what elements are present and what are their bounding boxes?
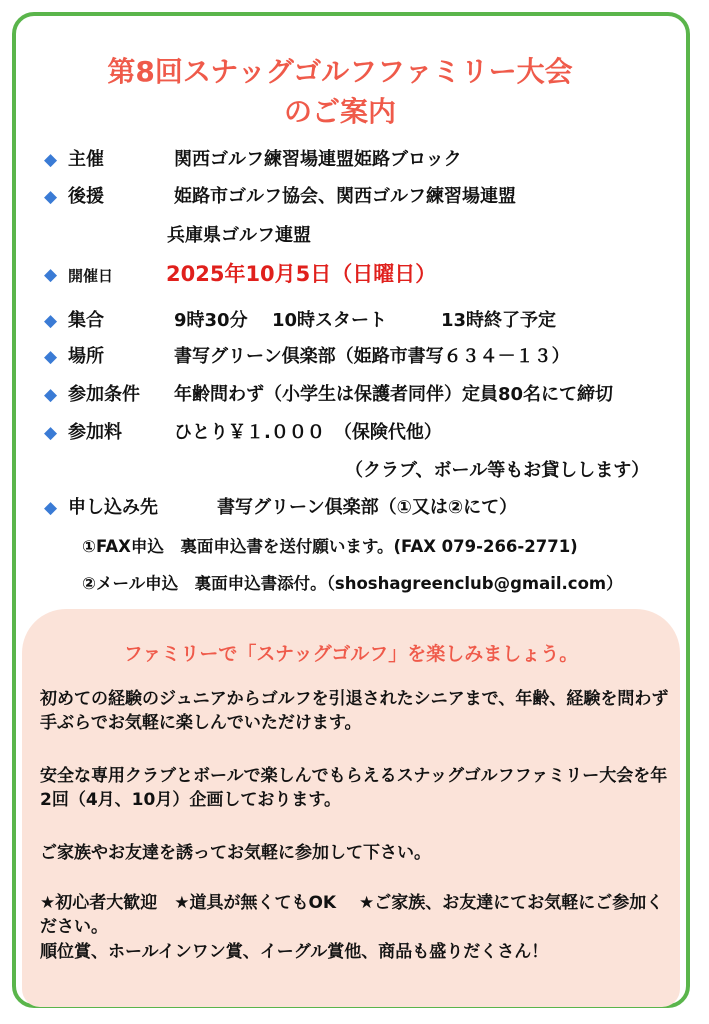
promo-heading: ファミリーで「スナッグゴルフ」を楽しみましょう。 [123, 643, 579, 665]
detail-organizer [44, 149, 462, 170]
promo-paragraph: ★初心者大歓迎 ★道具が無くてもOK ★ご家族、お友達にてお気軽にご参加ください。 [40, 893, 664, 937]
promo-paragraph: 安全な専用クラブとボールで楽しんでもらえるスナッグゴルフファミリー大会を年2回（4月、10月）企画しております。 [40, 766, 668, 810]
apply-mail: ②メール申込 裏面申込書添付。（shoshagreenclub@gmail.com） [82, 574, 623, 593]
detail-support-continued: 兵庫県ゴルフ連盟 [167, 225, 311, 246]
diamond-bullet-icon: ◆ [44, 150, 58, 170]
page-subtitle: のご案内 [283, 95, 396, 128]
detail-value: 年齢問わず（小学生は保護者同伴）定員80名にて締切 [174, 384, 614, 405]
diamond-bullet-icon: ◆ [44, 187, 58, 207]
promo-paragraph: 初めての経験のジュニアからゴルフを引退されたシニアまで、年齢、経験を問わず手ぶらでお気軽に楽しんでいただけます。 [40, 689, 669, 733]
detail-venue [44, 346, 570, 367]
detail-value: 書写グリーン倶楽部（姫路市書写６３４－１３） [174, 346, 570, 367]
detail-label: 場所 [68, 346, 104, 367]
detail-value: ひとり￥１.０００ （保険代他） [174, 422, 442, 443]
detail-value: 書写グリーン倶楽部（①又は②にて） [217, 497, 518, 518]
page-title: 第8回スナッグゴルフファミリー大会 [107, 55, 573, 88]
diamond-bullet-icon: ◆ [44, 311, 58, 331]
diamond-bullet-icon: ◆ [44, 498, 58, 518]
detail-meeting [44, 310, 557, 331]
event-date: 2025年10月5日（日曜日） [166, 262, 437, 286]
detail-label: 主催 [68, 149, 104, 170]
diamond-bullet-icon: ◆ [44, 265, 58, 285]
detail-label: 集合 [68, 310, 104, 331]
diamond-bullet-icon: ◆ [44, 385, 58, 405]
end-time: 13時終了予定 [441, 310, 557, 331]
detail-apply [44, 497, 518, 518]
detail-label: 後援 [68, 186, 104, 207]
detail-value: 姫路市ゴルフ協会、関西ゴルフ練習場連盟 [174, 186, 516, 207]
detail-label: 申し込み先 [68, 497, 158, 518]
detail-label: 開催日 [68, 267, 114, 285]
apply-fax: ①FAX申込 裏面申込書を送付願います。(FAX 079-266-2771) [82, 537, 578, 556]
detail-fee [44, 422, 442, 443]
meeting-time: 9時30分 [174, 310, 248, 331]
detail-value: 関西ゴルフ練習場連盟姫路ブロック [174, 149, 462, 170]
diamond-bullet-icon: ◆ [44, 423, 58, 443]
detail-label: 参加条件 [68, 384, 140, 405]
detail-label: 参加料 [68, 422, 122, 443]
promo-paragraph: ご家族やお友達を誘ってお気軽に参加して下さい。 [40, 843, 431, 863]
detail-conditions [44, 384, 614, 405]
detail-support [44, 186, 516, 207]
promo-panel [22, 609, 680, 1007]
start-time: 10時スタート [272, 310, 388, 331]
detail-date [44, 262, 437, 286]
diamond-bullet-icon: ◆ [44, 347, 58, 367]
promo-paragraph: 順位賞、ホールインワン賞、イーグル賞他、商品も盛りだくさん！ [40, 942, 549, 962]
fee-note: （クラブ、ボール等もお貸しします） [345, 460, 650, 481]
